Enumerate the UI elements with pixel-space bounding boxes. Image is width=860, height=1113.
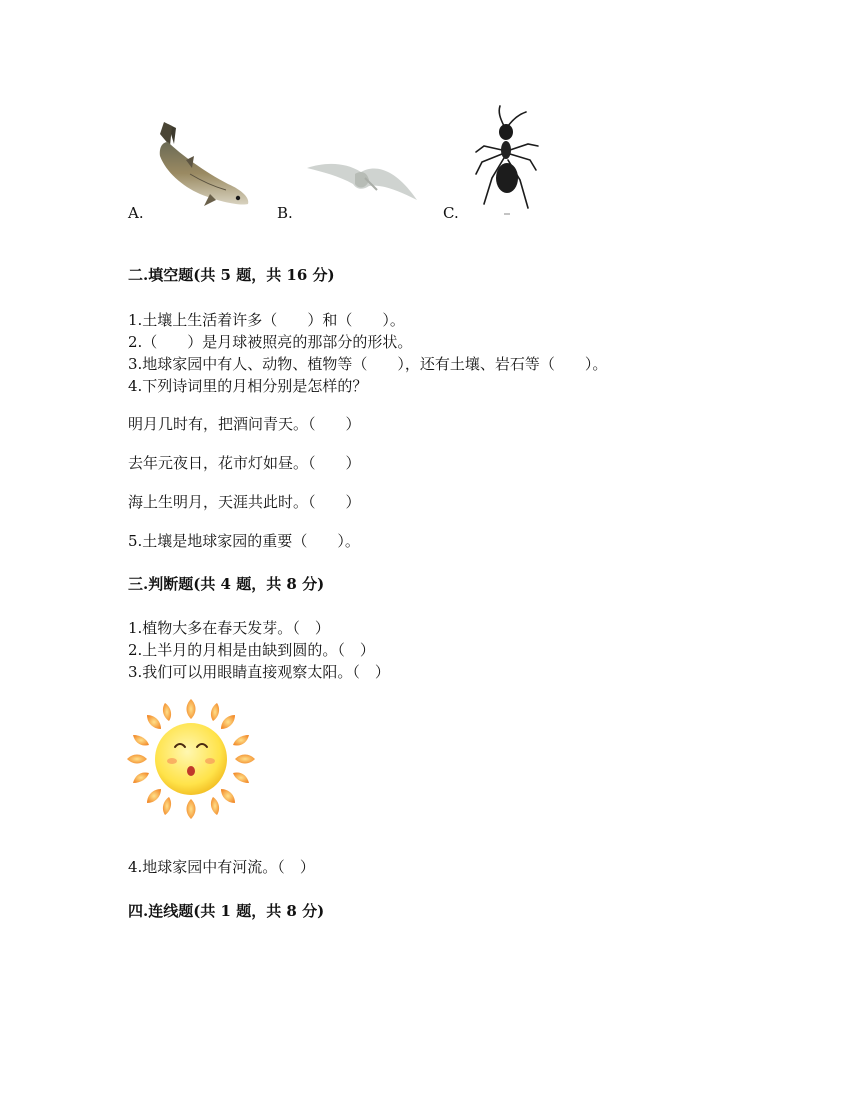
option-c-label: C. xyxy=(443,204,459,222)
judge-question-4: 4.地球家园中有河流。（ ） xyxy=(128,858,315,876)
poem-line-3: 海上生明月，天涯共此时。（ ） xyxy=(128,493,361,511)
fish-image xyxy=(150,120,255,212)
judge-question-2: 2.上半月的月相是由缺到圆的。（ ） xyxy=(128,641,375,659)
bird-image xyxy=(305,150,420,205)
poem-line-2: 去年元夜日，花市灯如昼。（ ） xyxy=(128,454,361,472)
fill-question-5: 5.土壤是地球家园的重要（ ）。 xyxy=(128,532,360,550)
fill-question-2: 2.（ ）是月球被照亮的那部分的形状。 xyxy=(128,333,413,351)
section-heading-fill-blank: 二.填空题(共 5 题，共 16 分) xyxy=(128,266,335,284)
judge-question-1: 1.植物大多在春天发芽。（ ） xyxy=(128,619,330,637)
judge-question-3: 3.我们可以用眼睛直接观察太阳。（ ） xyxy=(128,663,390,681)
fill-question-4: 4.下列诗词里的月相分别是怎样的？ xyxy=(128,377,368,395)
ant-image xyxy=(470,104,542,219)
section-heading-true-false: 三.判断题(共 4 题，共 8 分) xyxy=(128,575,325,593)
fill-question-3: 3.地球家园中有人、动物、植物等（ ），还有土壤、岩石等（ ）。 xyxy=(128,355,608,373)
section-heading-matching: 四.连线题(共 1 题，共 8 分) xyxy=(128,902,325,920)
option-a-label: A. xyxy=(128,204,144,222)
sun-image xyxy=(125,697,257,821)
fill-question-1: 1.土壤上生活着许多（ ）和（ ）。 xyxy=(128,311,405,329)
poem-line-1: 明月几时有，把酒问青天。（ ） xyxy=(128,415,361,433)
option-b-label: B. xyxy=(277,204,293,222)
